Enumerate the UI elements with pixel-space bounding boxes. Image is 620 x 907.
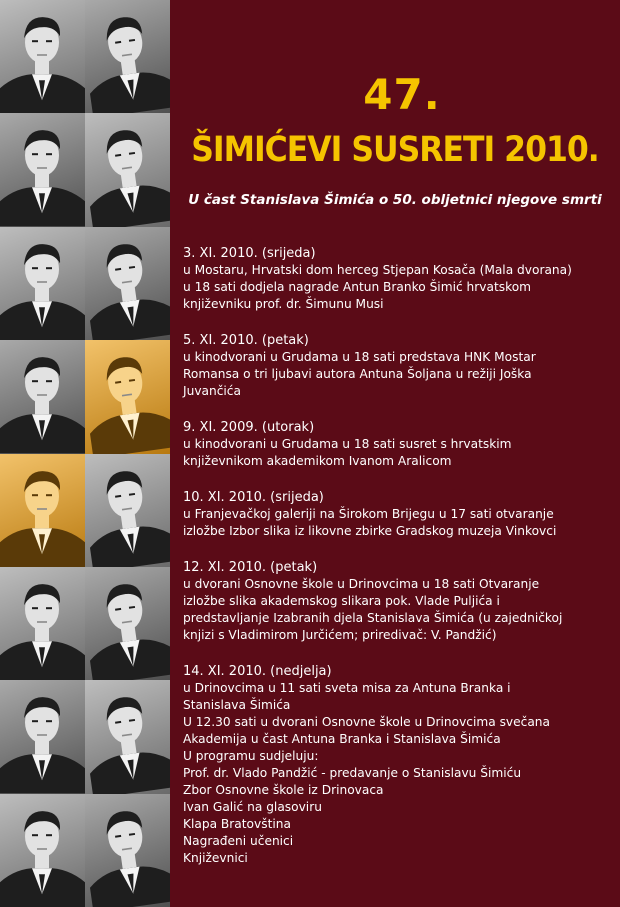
event-description-line: knjizi s Vladimirom Jurčićem; priredivač: V. Pandžić) (183, 628, 497, 642)
portrait-photo-tile (0, 567, 85, 680)
poster-title: ŠIMIĆEVI SUSRETI 2010. (191, 130, 599, 170)
portrait-image (85, 0, 170, 113)
event-date: 9. XI. 2009. (utorak) (183, 420, 315, 435)
event-description-line: predstavljanje Izabranih djela Stanislava Šimića (u zajedničkoj (183, 611, 563, 625)
portrait-image (0, 113, 85, 226)
event-description-line: u kinodvorani u Grudama u 18 sati susret s hrvatskim (183, 437, 512, 451)
event-block (183, 489, 613, 540)
portrait-photo-tile (85, 794, 170, 907)
portrait-photo-tile (0, 0, 85, 113)
portrait-image (85, 680, 170, 793)
portrait-photo-tile (85, 227, 170, 340)
event-block (183, 559, 613, 644)
event-block (183, 663, 613, 867)
portrait-image (85, 454, 170, 567)
portrait-photo-tile (0, 113, 85, 226)
portrait-image (0, 567, 85, 680)
portrait-image (0, 227, 85, 340)
event-description-line: izložbe slika akademskog slikara pok. Vlade Puljića i (183, 594, 500, 608)
portrait-photo-tile (85, 0, 170, 113)
event-description-line: u dvorani Osnovne škole u Drinovcima u 18 sati Otvaranje (183, 577, 540, 591)
event-date: 3. XI. 2010. (srijeda) (183, 246, 316, 261)
portrait-image (0, 340, 85, 453)
portrait-photo-tile (0, 794, 85, 907)
event-description-line: književniku prof. dr. Šimunu Musi (183, 297, 384, 311)
event-block (183, 332, 613, 400)
portrait-photo-tile (0, 680, 85, 793)
portrait-photo-tile (0, 454, 85, 567)
portrait-photo-tile (85, 567, 170, 680)
portrait-photo-tile (85, 680, 170, 793)
event-description-line: u Franjevačkoj galeriji na Širokom Brijegu u 17 sati otvaranje (183, 507, 554, 521)
event-date: 10. XI. 2010. (srijeda) (183, 490, 324, 505)
event-description-line: Ivan Galić na glasoviru (183, 800, 322, 814)
event-description-line: Juvančića (183, 384, 241, 398)
portrait-image (85, 567, 170, 680)
event-description-line: književnikom akademikom Ivanom Aralicom (183, 454, 452, 468)
portrait-photo-column (0, 0, 170, 907)
portrait-photo-tile (0, 227, 85, 340)
portrait-image (0, 680, 85, 793)
event-description-line: Klapa Bratovština (183, 817, 291, 831)
portrait-photo-tile (0, 340, 85, 453)
event-description-line: Romansa o tri ljubavi autora Antuna Šoljana u režiji Joška (183, 367, 532, 381)
event-description-line: Stanislava Šimića (183, 698, 291, 712)
event-date: 14. XI. 2010. (nedjelja) (183, 664, 332, 679)
portrait-image (0, 454, 85, 567)
portrait-image (0, 794, 85, 907)
event-date: 5. XI. 2010. (petak) (183, 333, 309, 348)
event-description-line: Prof. dr. Vlado Pandžić - predavanje o Stanislavu Šimiću (183, 766, 522, 780)
event-program (183, 245, 613, 886)
portrait-image (85, 340, 170, 453)
portrait-image (85, 113, 170, 226)
event-description-line: Zbor Osnovne škole iz Drinovaca (183, 783, 384, 797)
portrait-image (0, 0, 85, 113)
event-description-line: u 18 sati dodjela nagrade Antun Branko Šimić hrvatskom (183, 280, 532, 294)
event-description-line: Nagrađeni učenici (183, 834, 294, 848)
portrait-image (85, 794, 170, 907)
edition-number: 47. (363, 70, 441, 119)
portrait-photo-tile (85, 340, 170, 453)
event-description-line: Književnici (183, 851, 248, 865)
event-description-line: U 12.30 sati u dvorani Osnovne škole u Drinovcima svečana (183, 715, 550, 729)
portrait-photo-tile (85, 454, 170, 567)
event-block (183, 419, 613, 470)
event-block (183, 245, 613, 313)
portrait-image (85, 227, 170, 340)
event-description-line: u Mostaru, Hrvatski dom herceg Stjepan Kosača (Mala dvorana) (183, 263, 572, 277)
event-description-line: U programu sudjeluju: (183, 749, 319, 763)
event-date: 12. XI. 2010. (petak) (183, 560, 318, 575)
event-description-line: u kinodvorani u Grudama u 18 sati predstava HNK Mostar (183, 350, 536, 364)
poster-subtitle: U čast Stanislava Šimića o 50. obljetnici njegove smrti (188, 192, 602, 208)
portrait-photo-tile (85, 113, 170, 226)
event-description-line: u Drinovcima u 11 sati sveta misa za Antuna Branka i (183, 681, 511, 695)
event-description-line: izložbe Izbor slika iz likovne zbirke Gradskog muzeja Vinkovci (183, 524, 557, 538)
event-description-line: Akademija u čast Antuna Branka i Stanislava Šimića (183, 732, 501, 746)
